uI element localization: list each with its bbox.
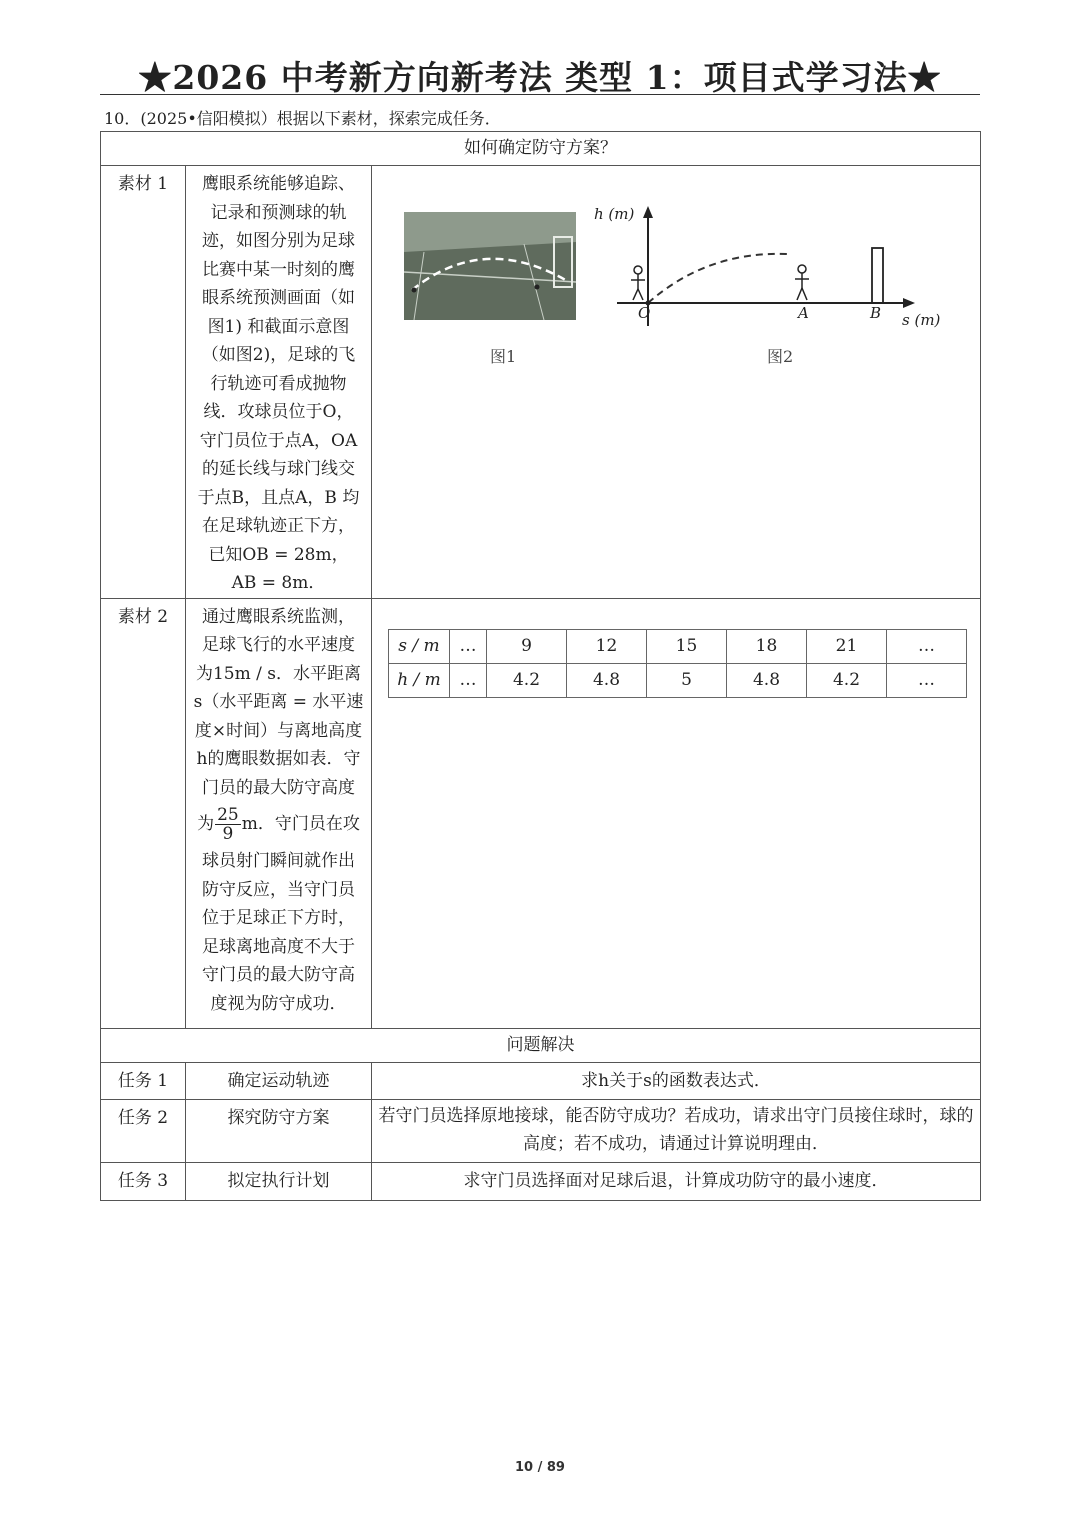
problem-title: 问题解决 — [101, 1028, 981, 1062]
material1-line: 于点B，且点A，B 均 — [197, 487, 360, 508]
ellipsis-cell: … — [450, 629, 487, 663]
fraction-suffix: m．守门员在攻 — [241, 814, 360, 834]
h-value: 4.2 — [487, 663, 567, 697]
row-head-h: h / m — [389, 663, 450, 697]
material2-line: 球员射门瞬间就作出 — [202, 851, 355, 871]
material1-line: 记录和预测球的轨 — [210, 202, 347, 223]
material2-line: 足球离地高度不大于 — [202, 936, 355, 957]
material-table — [100, 131, 981, 1201]
material2-line: 为15m / s．水平距离 — [195, 663, 361, 684]
page-header-title: ★2026 中考新方向新考法 类型 1：项目式学习法★ — [138, 58, 942, 97]
question-intro: 10．(2025•信阳模拟）根据以下素材，探索完成任务． — [104, 109, 501, 128]
material1-line: 迹，如图分别为足球 — [202, 231, 355, 251]
h-axis-arrow — [643, 206, 653, 218]
goalkeeper-figure — [795, 265, 809, 300]
task1-text: 求h关于s的函数表达式． — [372, 1062, 981, 1100]
material1-line: 线．攻球员位于O， — [203, 402, 354, 422]
max-height-fraction — [215, 806, 241, 843]
s-value: 12 — [567, 629, 647, 663]
page-number: 10 / 89 — [515, 1460, 565, 1475]
task1-name: 确定运动轨迹 — [186, 1062, 372, 1100]
fraction-denominator: 9 — [222, 824, 234, 844]
s-axis-label: s (m) — [902, 311, 941, 329]
h-value: 4.8 — [567, 663, 647, 697]
material2-line: 防守反应，当守门员 — [202, 879, 355, 900]
material2-line: 守门员的最大防守高 — [202, 965, 355, 985]
material1-line: 行轨迹可看成抛物 — [210, 373, 347, 394]
task2-text: 若守门员选择原地接球，能否防守成功？若成功，请求出守门员接住球时，球的高度；若不成功，请通过计算说明理由． — [372, 1100, 981, 1163]
material1-line: 守门员位于点A，OA — [199, 430, 358, 451]
h-value: 4.2 — [807, 663, 887, 697]
material2-line: 足球飞行的水平速度 — [202, 635, 355, 655]
point-b-label: B — [870, 304, 882, 322]
material2-line: 门员的最大防守高度 — [202, 777, 355, 798]
material1-figures — [372, 166, 981, 599]
ellipsis-cell: … — [450, 663, 487, 697]
h-value: 5 — [647, 663, 727, 697]
task1-label: 任务 1 — [101, 1062, 186, 1100]
origin-label: O — [638, 304, 651, 322]
material2-description — [186, 598, 372, 1028]
h-value: 4.8 — [727, 663, 807, 697]
material2-line: 度×时间）与离地高度 — [194, 720, 363, 741]
header-divider — [100, 94, 980, 95]
task3-label: 任务 3 — [101, 1163, 186, 1201]
material1-line: 比赛中某一时刻的鹰 — [202, 259, 355, 280]
s-value: 21 — [807, 629, 887, 663]
attacker-figure — [631, 266, 645, 300]
goal-post — [872, 248, 883, 303]
material1-line: 已知OB = 28m， — [208, 544, 349, 565]
fraction-numerator: 25 — [217, 805, 239, 825]
figure1-caption: 图1 — [490, 347, 517, 366]
hawkeye-photo — [404, 212, 576, 320]
material1-line: 鹰眼系统能够追踪、 — [202, 174, 355, 194]
max-height-fraction-line — [188, 806, 369, 843]
figure2-caption: 图2 — [767, 347, 794, 366]
material1-line: 在足球轨迹正下方， — [202, 516, 355, 536]
section-title: 如何确定防守方案？ — [101, 132, 981, 166]
material1-line: 图1) 和截面示意图 — [207, 316, 350, 337]
ellipsis-cell: … — [887, 663, 967, 697]
s-value: 15 — [647, 629, 727, 663]
material2-line: 度视为防守成功． — [210, 993, 347, 1014]
material1-line: AB = 8m． — [231, 573, 326, 593]
task3-name: 拟定执行计划 — [186, 1163, 372, 1201]
material2-label: 素材 2 — [101, 598, 186, 1028]
s-value: 9 — [487, 629, 567, 663]
s-value: 18 — [727, 629, 807, 663]
fraction-prefix: 为 — [197, 814, 215, 834]
task2-name: 探究防守方案 — [186, 1100, 372, 1163]
material1-label: 素材 1 — [101, 166, 186, 599]
material2-line: s（水平距离 = 水平速 — [193, 692, 364, 712]
task2-label: 任务 2 — [101, 1100, 186, 1163]
material1-line: （如图2)，足球的飞 — [201, 345, 356, 365]
table-row — [389, 663, 967, 697]
hawkeye-data-table — [388, 629, 967, 698]
material2-data-cell — [372, 598, 981, 1028]
material2-line: h的鹰眼数据如表．守 — [196, 749, 361, 769]
point-a-label: A — [798, 304, 809, 322]
ball-trajectory — [648, 254, 787, 303]
material2-line: 位于足球正下方时， — [202, 908, 355, 928]
table-row — [389, 629, 967, 663]
row-head-s: s / m — [389, 629, 450, 663]
task3-text: 求守门员选择面对足球后退，计算成功防守的最小速度． — [372, 1163, 981, 1201]
h-axis-label: h (m) — [594, 205, 635, 223]
ellipsis-cell: … — [887, 629, 967, 663]
material1-description — [186, 166, 372, 599]
material1-line: 的延长线与球门线交 — [202, 459, 355, 479]
material2-line: 通过鹰眼系统监测， — [202, 606, 355, 627]
material1-line: 眼系统预测画面（如 — [202, 288, 355, 308]
